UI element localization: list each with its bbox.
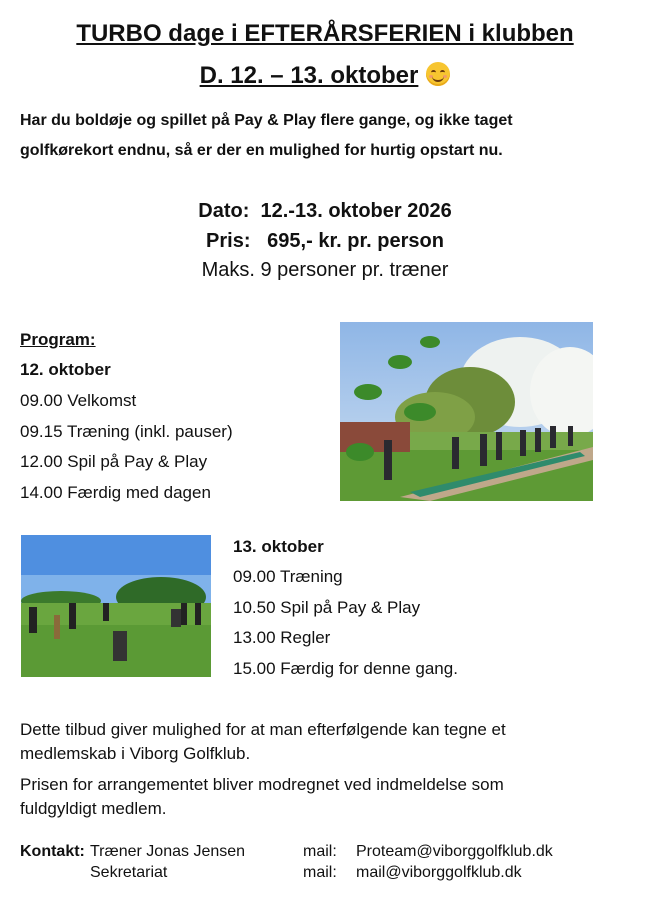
price-info: Pris: 695,- kr. pr. person xyxy=(206,230,444,252)
schedule-item: 09.00 Velkomst xyxy=(20,391,137,410)
intro-text xyxy=(20,106,620,166)
max-participants: Maks. 9 personer pr. træner xyxy=(201,259,449,281)
schedule-item: 15.00 Færdig for denne gang. xyxy=(233,659,458,678)
schedule-item: 12.00 Spil på Pay & Play xyxy=(20,452,208,471)
email-link[interactable]: Proteam@viborggolfklub.dk xyxy=(356,843,553,860)
contact-person: Sekretariat xyxy=(90,864,168,881)
date-info: Dato: 12.-13. oktober 2026 xyxy=(198,200,452,222)
schedule-item: 09.15 Træning (inkl. pauser) xyxy=(20,422,233,441)
price-deduction-note xyxy=(20,773,620,821)
event-dates-heading xyxy=(0,62,650,90)
driving-range-photo xyxy=(340,322,593,501)
paragraph-line: fuldgyldigt medlem. xyxy=(20,799,167,818)
intro-line: Har du boldøje og spillet på Pay & Play flere gange, og ikke taget xyxy=(20,112,513,129)
contact-label: Kontakt: xyxy=(20,843,85,860)
membership-note xyxy=(20,718,620,766)
schedule-item: 13.00 Regler xyxy=(233,628,331,647)
day2-label: 13. oktober xyxy=(233,537,324,556)
mail-label: mail: xyxy=(303,864,337,881)
golf-course-photo xyxy=(21,535,211,677)
paragraph-line: Prisen for arrangementet bliver modregnet ved indmeldelse som xyxy=(20,775,504,794)
schedule-item: 10.50 Spil på Pay & Play xyxy=(233,598,421,617)
event-title: TURBO dage i EFTERÅRSFERIEN i klubben xyxy=(76,20,574,47)
schedule-item: 14.00 Færdig med dagen xyxy=(20,483,211,502)
paragraph-line: medlemskab i Viborg Golfklub. xyxy=(20,744,251,763)
program-heading: Program: xyxy=(20,330,96,349)
paragraph-line: Dette tilbud giver mulighed for at man efterfølgende kan tegne et xyxy=(20,720,506,739)
event-dates-text: D. 12. – 13. oktober xyxy=(199,62,419,89)
smiling-face-icon xyxy=(426,62,450,86)
schedule-item: 09.00 Træning xyxy=(233,567,343,586)
contact-person: Træner Jonas Jensen xyxy=(90,843,246,860)
intro-line: golfkørekort endnu, så er der en mulighed for hurtig opstart nu. xyxy=(20,142,503,159)
day1-label: 12. oktober xyxy=(20,360,111,379)
email-link[interactable]: mail@viborggolfklub.dk xyxy=(356,864,522,881)
mail-label: mail: xyxy=(303,843,337,860)
